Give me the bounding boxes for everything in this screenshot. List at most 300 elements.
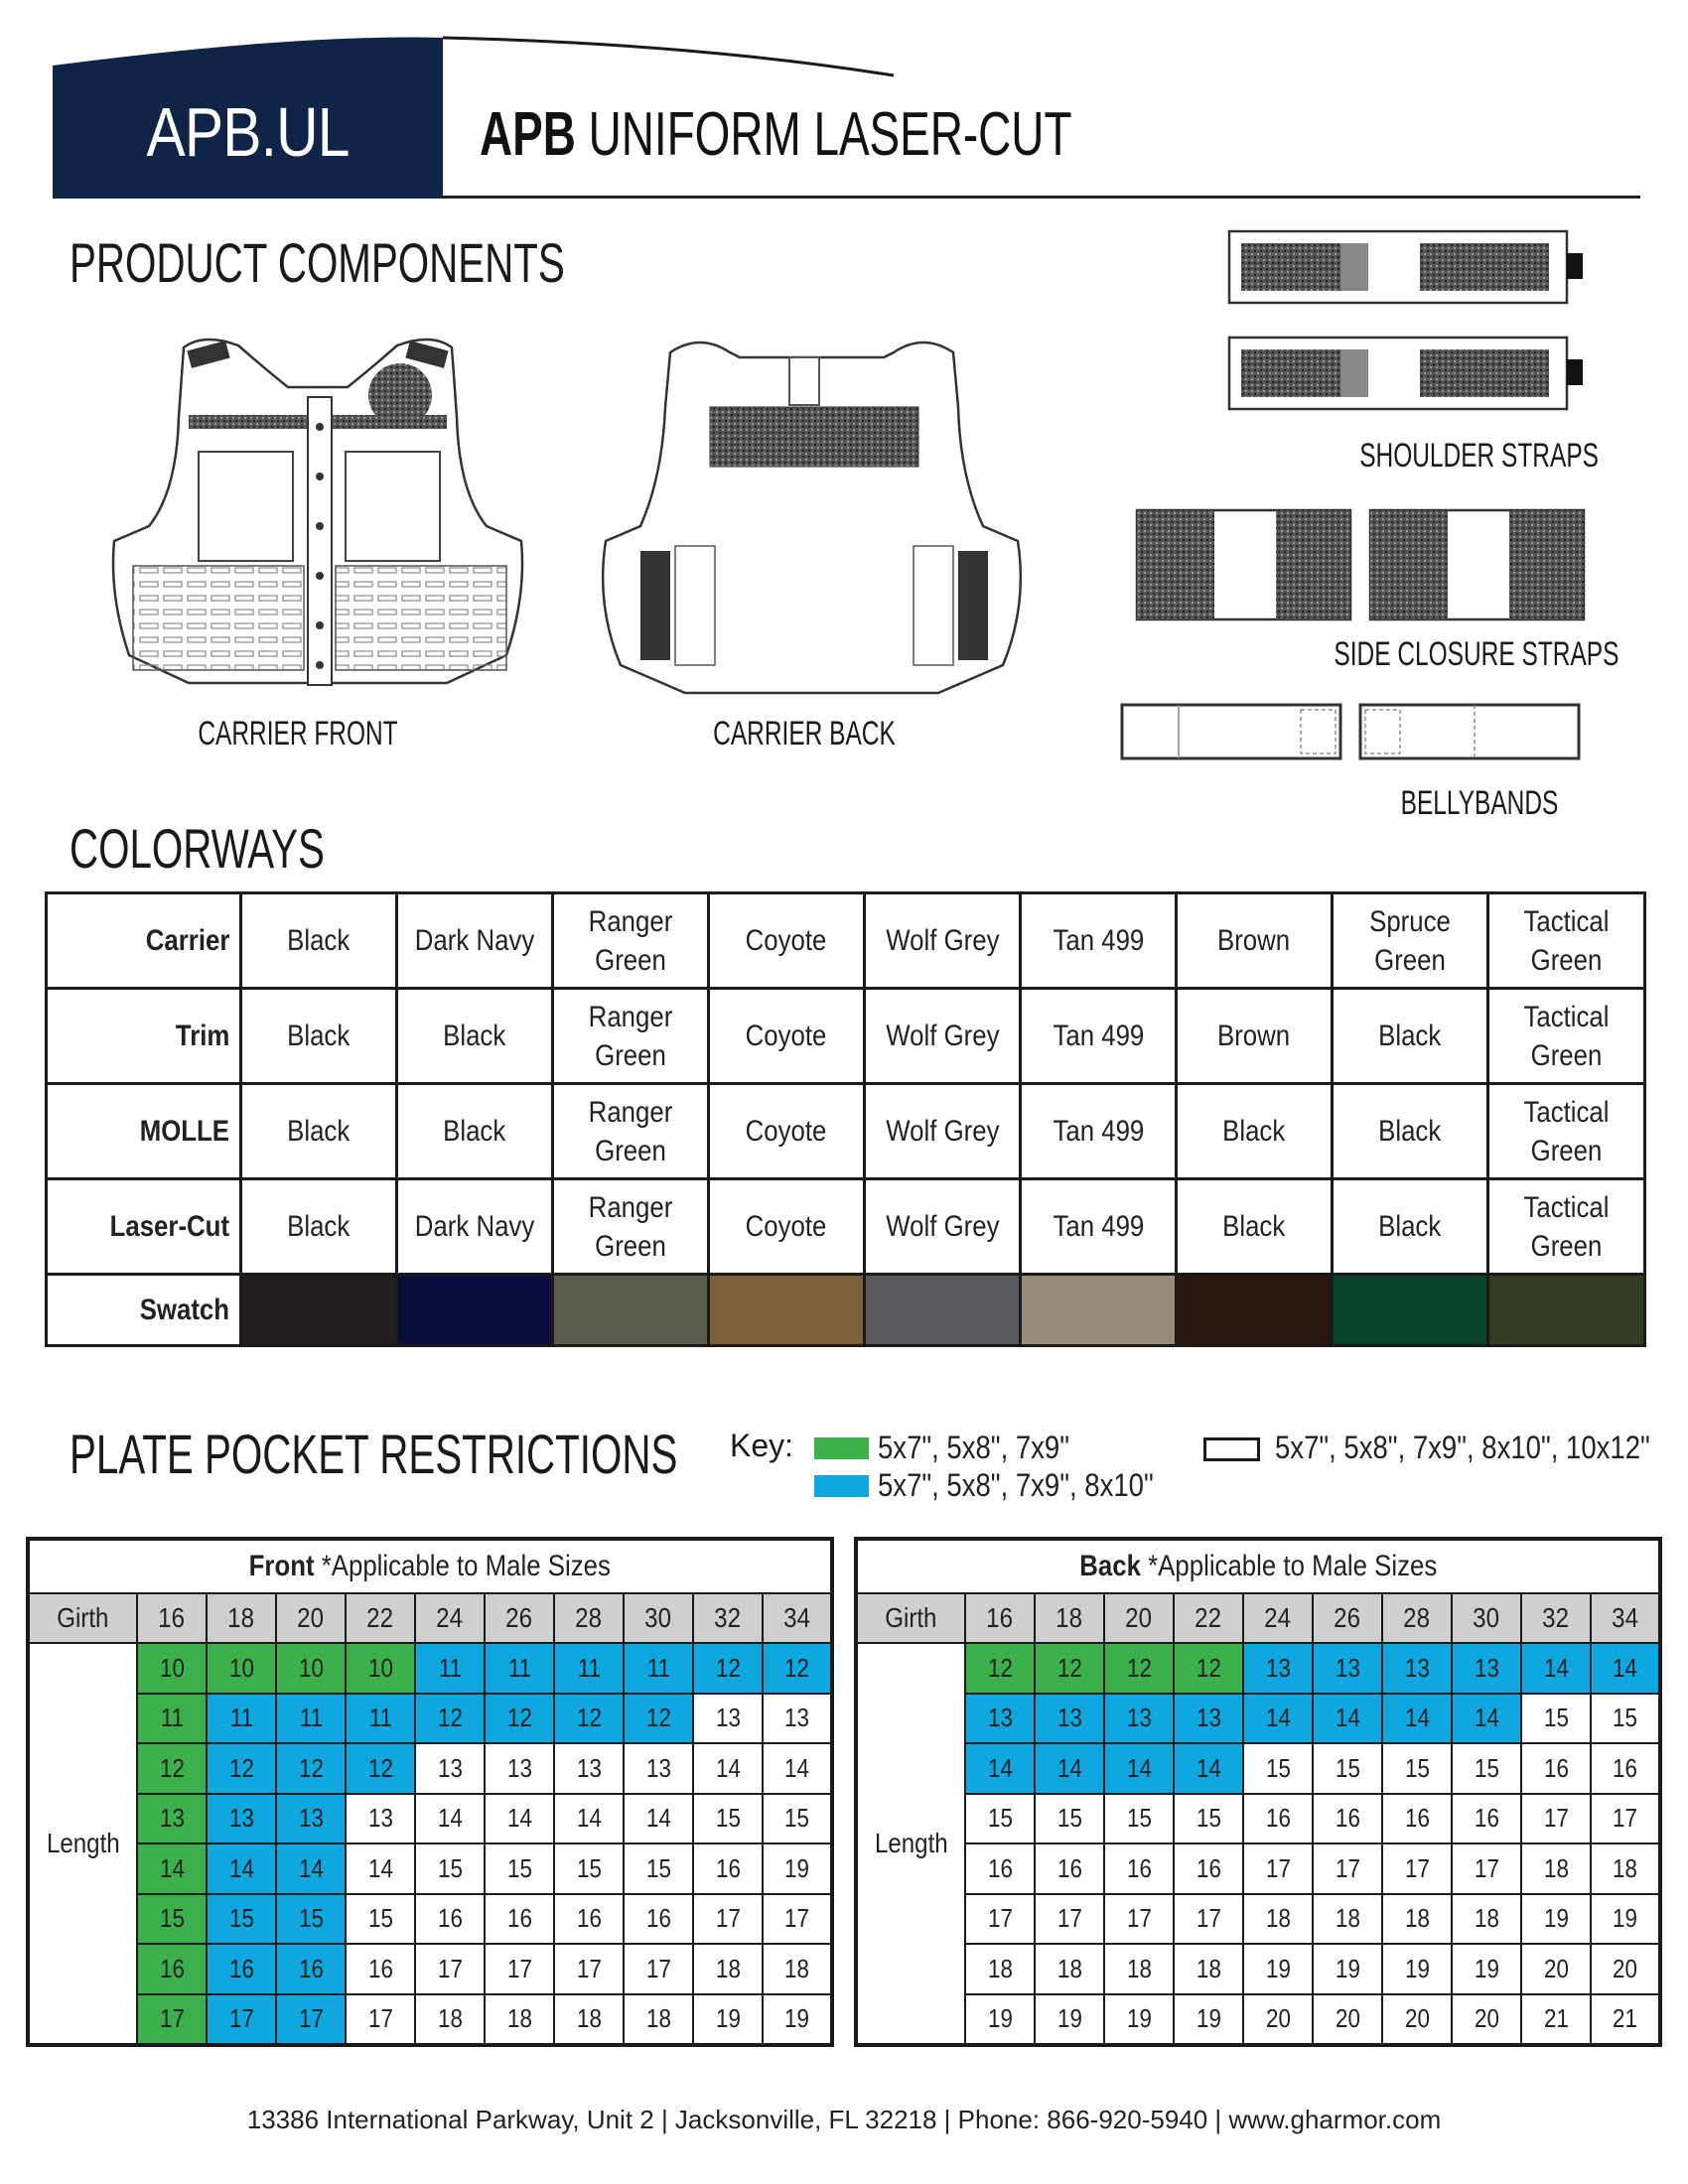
back-length-cell	[1174, 1894, 1243, 1945]
length-value: 14	[1335, 1703, 1360, 1733]
length-value: 18	[1196, 1953, 1221, 1983]
girth-value: 18	[227, 1602, 255, 1633]
back-length-cell	[1591, 1694, 1660, 1744]
front-length-row	[28, 1694, 832, 1744]
back-length-label	[856, 1643, 965, 2045]
colorway-cell-text: Black	[287, 1020, 351, 1052]
front-length-cell	[137, 1944, 207, 1994]
length-value: 21	[1613, 2003, 1637, 2034]
girth-value: 26	[1334, 1602, 1361, 1633]
length-value: 11	[299, 1703, 323, 1733]
front-pocket-table	[26, 1537, 834, 2047]
length-value: 12	[506, 1703, 532, 1733]
colorway-cell-text: Black	[1378, 1115, 1442, 1148]
front-length-cell	[207, 1794, 276, 1844]
length-value: 16	[1335, 1803, 1360, 1834]
colorway-cell-text: Tan 499	[1053, 924, 1144, 957]
girth-value: 18	[1055, 1602, 1083, 1633]
back-length-cell	[1035, 1843, 1104, 1894]
front-length-cell	[554, 1944, 624, 1994]
back-length-cell	[1104, 1643, 1174, 1694]
front-length-cell	[763, 1944, 832, 1994]
length-value: 14	[159, 1852, 185, 1883]
front-length-row	[28, 1994, 832, 2046]
length-value: 12	[437, 1703, 463, 1733]
shoulder-straps-label: SHOULDER STRAPS	[1359, 437, 1599, 475]
colorway-cell	[1333, 1084, 1488, 1179]
front-length-cell	[276, 1694, 346, 1744]
length-value: 17	[1404, 1852, 1430, 1883]
front-length-row	[28, 1743, 832, 1794]
front-length-cell	[346, 1894, 415, 1945]
length-value: 17	[298, 2003, 324, 2034]
length-value: 16	[1056, 1852, 1082, 1883]
length-value: 12	[159, 1752, 185, 1783]
length-value: 15	[645, 1852, 671, 1883]
length-value: 16	[645, 1903, 671, 1934]
length-value: 17	[987, 1903, 1013, 1934]
back-length-cell	[1521, 1894, 1591, 1945]
back-length-row	[856, 1843, 1660, 1894]
back-length-cell	[1174, 1643, 1243, 1694]
girth-value: 32	[714, 1602, 742, 1633]
length-value: 18	[1474, 1903, 1499, 1934]
colorway-cell	[1021, 893, 1177, 989]
front-length-cell	[624, 1843, 693, 1894]
back-length-cell	[1104, 1843, 1174, 1894]
key-white-text: 5x7", 5x8", 7x9", 8x10", 10x12"	[1275, 1430, 1650, 1465]
colorway-cell	[1488, 893, 1645, 989]
length-value: 13	[298, 1803, 324, 1834]
front-length-cell	[276, 1894, 346, 1945]
length-value: 16	[1196, 1852, 1221, 1883]
front-length-cell	[485, 1843, 554, 1894]
carrier-back-illustration	[591, 328, 1038, 705]
back-length-cell	[965, 1743, 1035, 1794]
length-value: 17	[576, 1953, 602, 1983]
length-value: 12	[576, 1703, 602, 1733]
front-length-cell	[346, 1994, 415, 2046]
colorway-cell	[553, 989, 709, 1084]
length-value: 19	[1613, 1903, 1637, 1934]
length-value: 15	[1056, 1803, 1082, 1834]
front-length-cell	[415, 1894, 485, 1945]
length-value: 19	[1265, 1953, 1291, 1983]
colorway-cell	[241, 1084, 397, 1179]
length-value: 14	[1613, 1652, 1637, 1683]
colorway-cell-text: Black	[1222, 1210, 1286, 1243]
length-value: 12	[1196, 1652, 1221, 1683]
front-length-cell	[554, 1794, 624, 1844]
length-value: 19	[987, 2003, 1013, 2034]
colorway-cell-text: Black	[1222, 1115, 1286, 1148]
front-length-cell	[485, 1743, 554, 1794]
front-length-cell	[415, 1643, 485, 1694]
key-label: Key:	[730, 1428, 794, 1463]
back-length-cell	[1243, 1843, 1313, 1894]
plate-pocket-heading: PLATE POCKET RESTRICTIONS	[70, 1423, 678, 1485]
front-title-note: *Applicable to Male Sizes	[314, 1550, 612, 1582]
length-value: 18	[1126, 1953, 1152, 1983]
back-length-cell	[1591, 1994, 1660, 2046]
girth-label-text: Girth	[57, 1602, 109, 1633]
back-length-cell	[1382, 1694, 1452, 1744]
colorway-cell-text: Black	[1378, 1020, 1442, 1052]
length-value: 13	[715, 1703, 741, 1733]
length-value: 14	[298, 1852, 324, 1883]
colorway-cell-text: Black	[287, 1115, 351, 1148]
back-girth-header-row	[856, 1593, 1660, 1643]
length-value: 18	[1543, 1852, 1569, 1883]
length-value: 19	[715, 2003, 741, 2034]
back-length-cell	[1243, 1643, 1313, 1694]
colorway-cell	[397, 1179, 553, 1275]
front-length-cell	[485, 1994, 554, 2046]
colorway-cell	[865, 893, 1021, 989]
colorway-row-label	[47, 1179, 241, 1275]
color-swatch	[1021, 1275, 1177, 1346]
colorway-row-label-text: Carrier	[145, 924, 229, 957]
front-length-cell	[554, 1894, 624, 1945]
length-value: 17	[506, 1953, 532, 1983]
length-value: 19	[1126, 2003, 1152, 2034]
back-length-cell	[1452, 1643, 1521, 1694]
front-girth-header	[415, 1593, 485, 1643]
length-value: 15	[987, 1803, 1013, 1834]
side-closure-straps-label: SIDE CLOSURE STRAPS	[1334, 635, 1619, 673]
length-value: 20	[1543, 1953, 1569, 1983]
back-girth-header	[1104, 1593, 1174, 1643]
colorway-cell	[865, 1179, 1021, 1275]
girth-value: 16	[986, 1602, 1014, 1633]
length-value: 19	[1335, 1953, 1360, 1983]
colorway-cell-text: Tactical Green	[1523, 904, 1610, 977]
front-length-cell	[207, 1894, 276, 1945]
length-value: 15	[228, 1903, 254, 1934]
color-swatch	[241, 1275, 397, 1346]
back-length-cell	[1382, 1894, 1452, 1945]
length-value: 16	[1265, 1803, 1291, 1834]
back-length-cell	[1591, 1794, 1660, 1844]
length-value: 16	[506, 1903, 532, 1934]
back-length-cell	[1591, 1944, 1660, 1994]
product-title-rest: UNIFORM LASER-CUT	[575, 100, 1072, 169]
length-value: 12	[987, 1652, 1013, 1683]
carrier-front-label: CARRIER FRONT	[198, 715, 398, 752]
length-value: 15	[715, 1803, 741, 1834]
length-value: 14	[437, 1803, 463, 1834]
length-value: 18	[1613, 1852, 1637, 1883]
front-length-cell	[276, 1843, 346, 1894]
front-length-cell	[763, 1643, 832, 1694]
front-length-cell	[624, 1794, 693, 1844]
length-value: 17	[1335, 1852, 1360, 1883]
length-value: 19	[1196, 2003, 1221, 2034]
length-value: 12	[298, 1752, 324, 1783]
back-length-cell	[1174, 1794, 1243, 1844]
back-length-cell	[1521, 1794, 1591, 1844]
front-length-cell	[624, 1894, 693, 1945]
swatch-row	[47, 1275, 1645, 1346]
length-value: 15	[1196, 1803, 1221, 1834]
colorway-cell-text: Wolf Grey	[885, 1115, 1000, 1148]
length-value: 18	[1265, 1903, 1291, 1934]
back-girth-header	[1174, 1593, 1243, 1643]
front-length-cell	[415, 1843, 485, 1894]
colorway-cell-text: Black	[287, 924, 351, 957]
back-girth-header	[1382, 1593, 1452, 1643]
front-length-cell	[763, 1694, 832, 1744]
colorway-cell	[397, 1084, 553, 1179]
length-value: 20	[1265, 2003, 1291, 2034]
front-length-cell	[624, 1743, 693, 1794]
length-value: 14	[987, 1752, 1013, 1783]
colorway-cell-text: Dark Navy	[414, 924, 535, 957]
back-pocket-table	[854, 1537, 1662, 2047]
length-value: 15	[367, 1903, 393, 1934]
back-length-cell	[1035, 1694, 1104, 1744]
back-length-cell	[1313, 1894, 1382, 1945]
front-length-cell	[137, 1794, 207, 1844]
length-value: 16	[1404, 1803, 1430, 1834]
length-value: 19	[1474, 1953, 1499, 1983]
length-value: 15	[506, 1852, 532, 1883]
back-length-cell	[1452, 1944, 1521, 1994]
length-value: 13	[1056, 1703, 1082, 1733]
carrier-front-illustration	[89, 328, 546, 705]
girth-value: 16	[158, 1602, 186, 1633]
length-value: 13	[506, 1752, 532, 1783]
front-length-cell	[276, 1994, 346, 2046]
front-length-cell	[624, 1694, 693, 1744]
back-length-cell	[1452, 1994, 1521, 2046]
front-length-cell	[207, 1944, 276, 1994]
colorway-cell-text: Wolf Grey	[885, 1210, 1000, 1243]
front-length-cell	[554, 1694, 624, 1744]
back-title-note: *Applicable to Male Sizes	[1140, 1550, 1438, 1582]
brand-name: APB.UL	[146, 93, 350, 171]
front-length-cell	[137, 1643, 207, 1694]
back-length-cell	[1104, 1944, 1174, 1994]
colorway-cell-text: Wolf Grey	[885, 1020, 1000, 1052]
front-length-label	[28, 1643, 137, 2045]
back-length-cell	[965, 1994, 1035, 2046]
back-length-cell	[1243, 1794, 1313, 1844]
length-value: 18	[645, 2003, 671, 2034]
length-value: 14	[1404, 1703, 1430, 1733]
back-length-cell	[1591, 1894, 1660, 1945]
length-value: 15	[1404, 1752, 1430, 1783]
back-length-cell	[1174, 1694, 1243, 1744]
back-length-cell	[1382, 1944, 1452, 1994]
back-length-cell	[1174, 1994, 1243, 2046]
length-value: 16	[576, 1903, 602, 1934]
back-length-cell	[1243, 1894, 1313, 1945]
front-length-cell	[276, 1794, 346, 1844]
colorway-cell	[397, 989, 553, 1084]
length-value: 15	[1126, 1803, 1152, 1834]
back-length-cell	[1452, 1743, 1521, 1794]
front-length-cell	[554, 1843, 624, 1894]
front-length-cell	[415, 1944, 485, 1994]
front-length-cell	[624, 1643, 693, 1694]
colorway-cell	[709, 893, 865, 989]
front-length-cell	[137, 1743, 207, 1794]
length-value: 14	[784, 1752, 809, 1783]
back-length-cell	[1591, 1743, 1660, 1794]
back-table-title-row	[856, 1539, 1660, 1593]
back-length-cell	[1382, 1643, 1452, 1694]
back-length-cell	[1243, 1994, 1313, 2046]
front-length-cell	[346, 1694, 415, 1744]
colorway-cell-text: Coyote	[746, 1210, 827, 1243]
length-value: 12	[228, 1752, 254, 1783]
length-value: 16	[298, 1953, 324, 1983]
front-length-cell	[485, 1794, 554, 1844]
front-length-row	[28, 1643, 832, 1694]
front-length-cell	[207, 1643, 276, 1694]
length-label-text: Length	[874, 1828, 948, 1858]
colorway-cell-text: Ranger Green	[588, 1190, 673, 1263]
footer-contact: 13386 International Parkway, Unit 2 | Jacksonville, FL 32218 | Phone: 866-920-5940 | www.gharmor.com	[246, 2105, 1442, 2134]
length-value: 16	[1126, 1852, 1152, 1883]
length-value: 10	[367, 1652, 393, 1683]
length-value: 11	[438, 1652, 462, 1683]
length-value: 20	[1613, 1953, 1637, 1983]
colorway-cell	[1333, 893, 1488, 989]
length-value: 11	[368, 1703, 392, 1733]
length-value: 18	[1335, 1903, 1360, 1934]
back-length-cell	[1521, 1994, 1591, 2046]
key-green-text: 5x7", 5x8", 7x9"	[878, 1430, 1070, 1465]
colorway-cell-text: Spruce Green	[1369, 904, 1451, 977]
colorway-row-label	[47, 893, 241, 989]
front-length-cell	[693, 1794, 763, 1844]
back-length-cell	[1452, 1894, 1521, 1945]
front-length-cell	[137, 1894, 207, 1945]
back-length-cell	[1035, 1743, 1104, 1794]
front-length-cell	[276, 1643, 346, 1694]
color-swatch	[1488, 1275, 1645, 1346]
front-length-cell	[763, 1794, 832, 1844]
front-length-cell	[624, 1994, 693, 2046]
colorway-cell-text: Black	[443, 1115, 506, 1148]
front-length-cell	[693, 1894, 763, 1945]
colorway-cell-text: Black	[443, 1020, 506, 1052]
colorway-cell-text: Black	[1378, 1210, 1442, 1243]
length-value: 19	[1543, 1903, 1569, 1934]
back-length-cell	[1521, 1944, 1591, 1994]
length-value: 17	[367, 2003, 393, 2034]
girth-value: 22	[366, 1602, 394, 1633]
length-value: 18	[715, 1953, 741, 1983]
length-value: 16	[1474, 1803, 1499, 1834]
length-value: 13	[784, 1703, 809, 1733]
back-length-cell	[1174, 1944, 1243, 1994]
front-length-cell	[693, 1694, 763, 1744]
product-title-bold: APB	[480, 100, 576, 169]
colorway-cell-text: Tactical Green	[1523, 1000, 1610, 1072]
length-value: 13	[228, 1803, 254, 1834]
colorway-cell	[1177, 1084, 1333, 1179]
back-girth-header	[1452, 1593, 1521, 1643]
colorway-cell-text: Dark Navy	[414, 1210, 535, 1243]
back-girth-header	[965, 1593, 1035, 1643]
length-value: 20	[1474, 2003, 1499, 2034]
length-value: 15	[1335, 1752, 1360, 1783]
length-value: 19	[1404, 1953, 1430, 1983]
colorway-cell	[553, 893, 709, 989]
back-length-cell	[1521, 1843, 1591, 1894]
colorway-cell	[241, 989, 397, 1084]
back-girth-label	[856, 1593, 965, 1643]
length-value: 19	[784, 1852, 809, 1883]
front-length-cell	[346, 1944, 415, 1994]
front-length-cell	[415, 1694, 485, 1744]
colorway-cell	[1021, 1084, 1177, 1179]
front-length-cell	[346, 1643, 415, 1694]
length-value: 17	[1613, 1803, 1637, 1834]
girth-value: 34	[1612, 1602, 1638, 1633]
colorway-cell	[397, 893, 553, 989]
front-girth-header	[276, 1593, 346, 1643]
back-length-cell	[1313, 1694, 1382, 1744]
front-length-cell	[693, 1743, 763, 1794]
back-girth-header	[1035, 1593, 1104, 1643]
girth-value: 32	[1542, 1602, 1570, 1633]
back-length-cell	[1452, 1843, 1521, 1894]
colorway-cell-text: Ranger Green	[588, 1095, 673, 1167]
length-value: 15	[1474, 1752, 1499, 1783]
colorway-cell-text: Coyote	[746, 1020, 827, 1052]
length-value: 20	[1335, 2003, 1360, 2034]
length-value: 17	[1543, 1803, 1569, 1834]
back-length-cell	[1174, 1743, 1243, 1794]
length-value: 16	[715, 1852, 741, 1883]
back-length-row	[856, 1994, 1660, 2046]
colorway-cell	[709, 989, 865, 1084]
length-value: 17	[1126, 1903, 1152, 1934]
length-value: 13	[367, 1803, 393, 1834]
colorway-cell-text: Tan 499	[1053, 1210, 1144, 1243]
length-value: 10	[228, 1652, 254, 1683]
length-value: 15	[159, 1903, 185, 1934]
back-length-cell	[1174, 1843, 1243, 1894]
colorway-row-label-text: MOLLE	[139, 1115, 229, 1148]
colorway-cell-text: Black	[287, 1210, 351, 1243]
product-title	[480, 99, 1071, 170]
length-value: 11	[577, 1652, 601, 1683]
girth-value: 34	[783, 1602, 810, 1633]
length-value: 15	[1265, 1752, 1291, 1783]
length-value: 15	[1613, 1703, 1637, 1733]
back-length-row	[856, 1743, 1660, 1794]
colorway-row	[47, 1084, 1645, 1179]
front-length-cell	[693, 1944, 763, 1994]
girth-value: 30	[1473, 1602, 1500, 1633]
length-value: 17	[1056, 1903, 1082, 1934]
length-value: 13	[1474, 1652, 1499, 1683]
length-value: 14	[1126, 1752, 1152, 1783]
length-value: 18	[784, 1953, 809, 1983]
front-girth-header	[137, 1593, 207, 1643]
front-girth-header	[693, 1593, 763, 1643]
colorway-row	[47, 1179, 1645, 1275]
colorway-cell-text: Brown	[1217, 924, 1291, 957]
front-length-cell	[346, 1843, 415, 1894]
front-length-cell	[485, 1944, 554, 1994]
back-length-cell	[1591, 1643, 1660, 1694]
